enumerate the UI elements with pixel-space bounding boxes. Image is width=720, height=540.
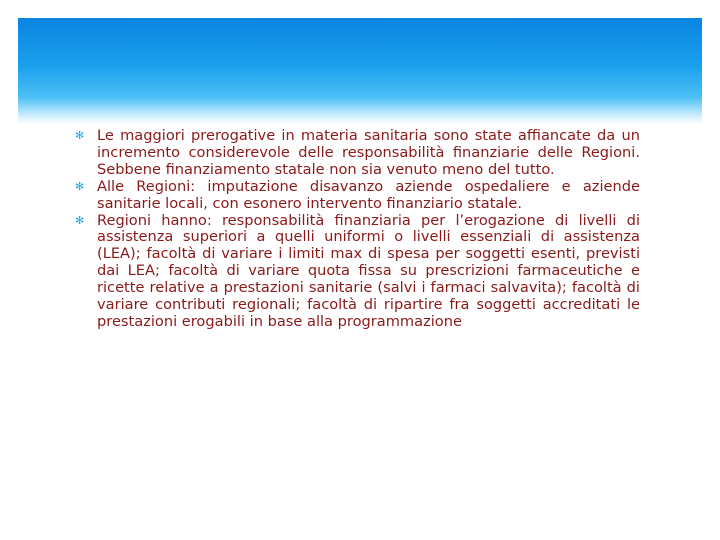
bullet-text: Regioni hanno: responsabilità finanziaria per l’erogazione di livelli di assistenza superiori a quelli uniformi o livelli essenziali di assistenza (LEA); facoltà di variare i limiti max di spesa per soggetti esenti, previsti dai LEA; facoltà di variare quota fissa su prescrizioni farmaceutiche e ricette relative a prestazioni sanitarie (salvi i farmaci salvavita); facoltà di variare contributi regionali; facoltà di ripartire fra soggetti accreditati le prestazioni erogabili in base alla programmazione (97, 211, 640, 330)
bullet-list (75, 128, 640, 331)
asterisk-icon: ✻ (75, 213, 85, 227)
bullet-text: Alle Regioni: imputazione disavanzo aziende ospedaliere e aziende sanitarie locali, con esonero intervento finanziario statale. (97, 177, 640, 212)
bullet-item (75, 128, 640, 179)
bullet-item (75, 179, 640, 213)
asterisk-icon: ✻ (75, 129, 85, 142)
bullet-text: Le maggiori prerogative in materia sanitaria sono state affiancate da un incremento considerevole delle responsabilità finanziarie delle Regioni. Sebbene finanziamento statale non sia venuto meno del tutto. (97, 127, 640, 178)
header-band (18, 18, 702, 124)
asterisk-icon: ✻ (75, 179, 85, 193)
bullet-item (75, 213, 640, 331)
slide-content (75, 128, 640, 331)
